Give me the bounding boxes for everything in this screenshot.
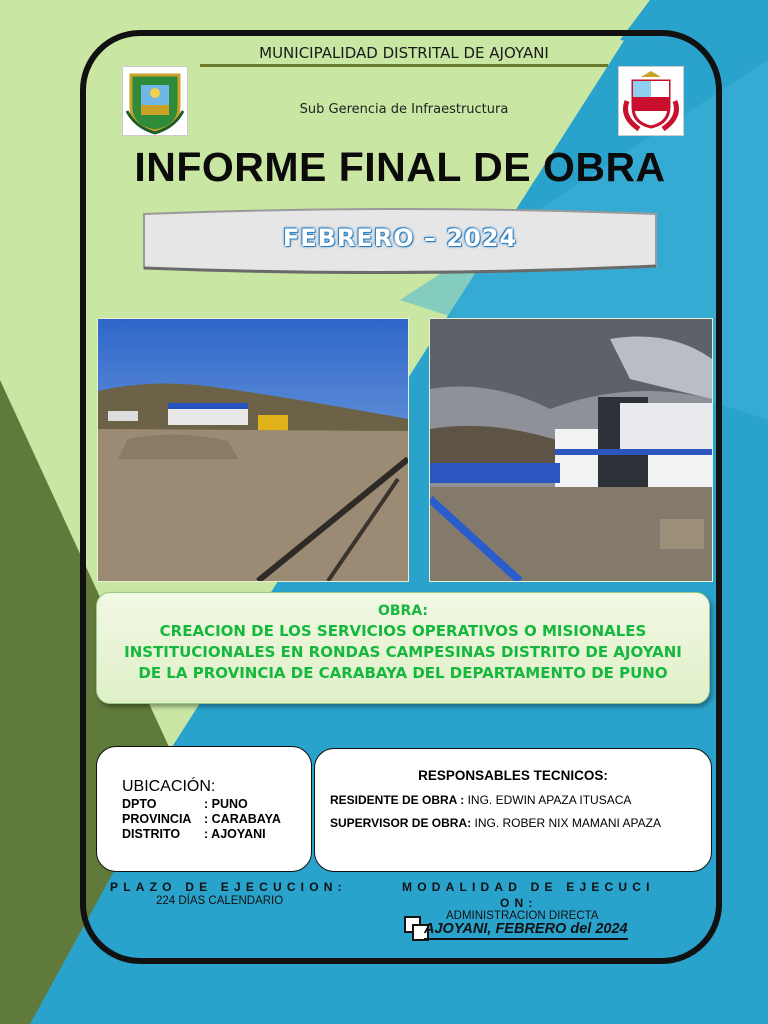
supervisor-name: ING. ROBER NIX MAMANI APAZA xyxy=(474,816,661,830)
location-value: : CARABAYA xyxy=(204,812,281,826)
supervisor-row xyxy=(330,816,661,830)
district-coat-of-arms-icon xyxy=(122,66,188,136)
resident-row xyxy=(330,793,631,807)
execution-mode-label: MODALIDAD DE EJECUCI xyxy=(402,880,655,894)
technical-staff-card xyxy=(314,748,712,872)
resident-name: ING. EDWIN APAZA ITUSACA xyxy=(467,793,632,807)
place-date-footer: AJOYANI, FEBRERO del 2024 xyxy=(424,921,628,940)
supervisor-role: SUPERVISOR DE OBRA: xyxy=(330,816,472,830)
project-label: OBRA: xyxy=(377,603,429,619)
construction-photo-right xyxy=(429,318,713,582)
peru-coat-of-arms-icon xyxy=(618,66,684,136)
page-title: INFORME FINAL DE OBRA xyxy=(134,144,666,190)
period-label: FEBRERO – 2024 xyxy=(282,224,518,252)
location-key: DPTO xyxy=(122,797,157,811)
sub-department: Sub Gerencia de Infraestructura xyxy=(299,102,509,117)
header-divider xyxy=(200,64,608,67)
project-description-box xyxy=(96,592,710,704)
location-row-province xyxy=(122,812,281,826)
location-value: : PUNO xyxy=(204,797,248,811)
construction-photo-left xyxy=(97,318,409,582)
resident-role: RESIDENTE DE OBRA : xyxy=(330,793,465,807)
location-value: : AJOYANI xyxy=(204,827,266,841)
execution-term-value: 224 DÍAS CALENDARIO xyxy=(156,895,284,907)
execution-term-label: PLAZO DE EJECUCION: xyxy=(110,880,347,894)
location-row-department xyxy=(122,797,248,811)
location-title: UBICACIÓN: xyxy=(122,778,216,795)
execution-mode-label-cont: ON: xyxy=(500,896,538,910)
location-row-district xyxy=(122,827,266,841)
location-key: PROVINCIA xyxy=(122,812,192,826)
technical-staff-title: RESPONSABLES TECNICOS: xyxy=(418,768,608,783)
project-description: CREACION DE LOS SERVICIOS OPERATIVOS O MISIONALES INSTITUCIONALES EN RONDAS CAMPESINAS DISTRITO DE AJOYANI DE LA PROVINCIA DE CARABAYA DEL DEPARTAMENTO DE PUNO xyxy=(124,622,682,682)
location-key: DISTRITO xyxy=(122,827,181,841)
execution-mode-value: ADMINISTRACION DIRECTA xyxy=(446,910,599,922)
municipality-name: MUNICIPALIDAD DISTRITAL DE AJOYANI xyxy=(259,44,549,62)
